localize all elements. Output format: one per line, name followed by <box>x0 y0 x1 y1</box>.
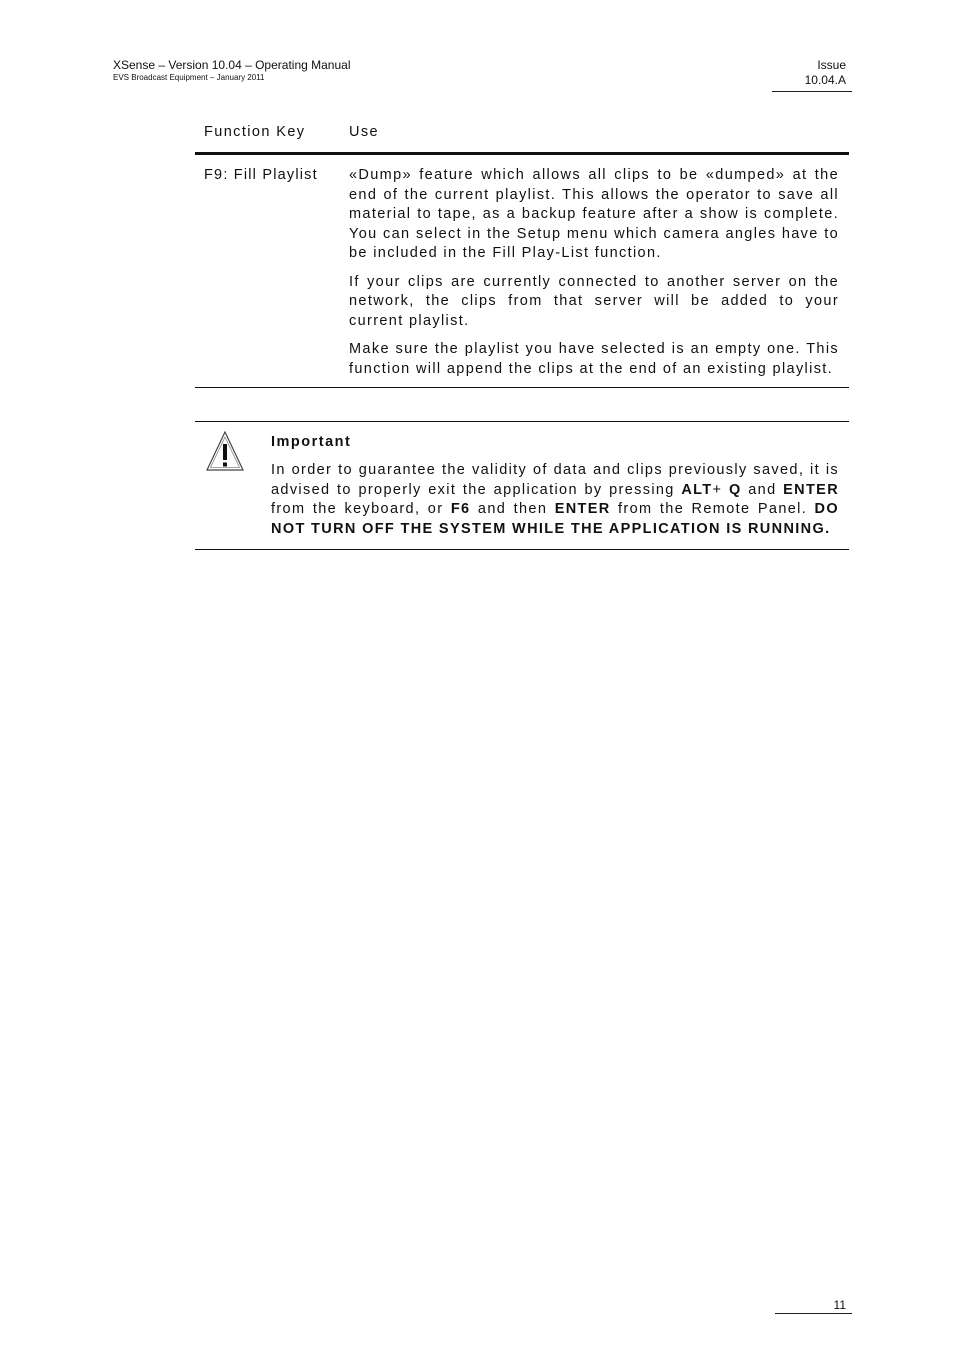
page-number: 11 <box>833 1298 846 1312</box>
use-cell <box>340 166 849 379</box>
note-title: Important <box>271 434 352 450</box>
footer-rule <box>775 1313 852 1314</box>
warning-triangle-icon <box>205 430 245 472</box>
document-title: XSense – Version 10.04 – Operating Manual <box>113 58 351 72</box>
note-key-enter: ENTER <box>783 481 840 498</box>
note-body <box>271 461 839 539</box>
note-key-alt: ALT <box>681 481 713 498</box>
note-text: and then <box>470 501 555 517</box>
table-header <box>195 118 849 155</box>
function-key-table <box>195 118 849 388</box>
table-row <box>195 155 849 388</box>
note-text: In order to guarantee the validity of data and clips previously saved, it is advised to properly exit the application by pressing <box>271 462 839 498</box>
use-paragraph: If your clips are currently connected to another server on the network, the clips from that server will be added to your current playlist. <box>349 273 839 329</box>
important-note <box>195 421 849 550</box>
column-header-function-key: Function Key <box>204 124 306 140</box>
note-text: from the keyboard, or <box>271 501 451 517</box>
function-key-cell: F9: Fill Playlist <box>204 167 318 183</box>
issue-block <box>772 58 852 88</box>
header-rule <box>772 91 852 92</box>
note-warning-text: DO NOT TURN OFF THE SYSTEM WHILE THE APPLICATION IS RUNNING. <box>271 501 839 537</box>
column-header-use: Use <box>349 124 379 140</box>
page-footer <box>772 1296 852 1314</box>
use-paragraph: «Dump» feature which allows all clips to be «dumped» at the end of the current playlist. This allows the operator to save all material to tape, as a backup feature after a show is complete. You can select in the Setup menu which camera angles have to be included in the Fill Play-List function. <box>349 167 839 261</box>
note-key-q: Q <box>728 481 742 498</box>
use-paragraph: Make sure the playlist you have selected is an empty one. This function will append the clips at the end of an existing playlist. <box>349 341 839 377</box>
note-key-f6: F6 <box>450 501 471 517</box>
note-key-enter: ENTER <box>554 501 611 517</box>
document-subtitle: EVS Broadcast Equipment – January 2011 <box>113 73 265 82</box>
page-header <box>113 58 351 83</box>
note-text: from the Remote Panel. <box>610 501 815 517</box>
issue-label: Issue <box>817 58 846 72</box>
note-text: + <box>712 481 729 498</box>
issue-value: 10.04.A <box>804 73 846 87</box>
note-text: and <box>741 481 784 498</box>
